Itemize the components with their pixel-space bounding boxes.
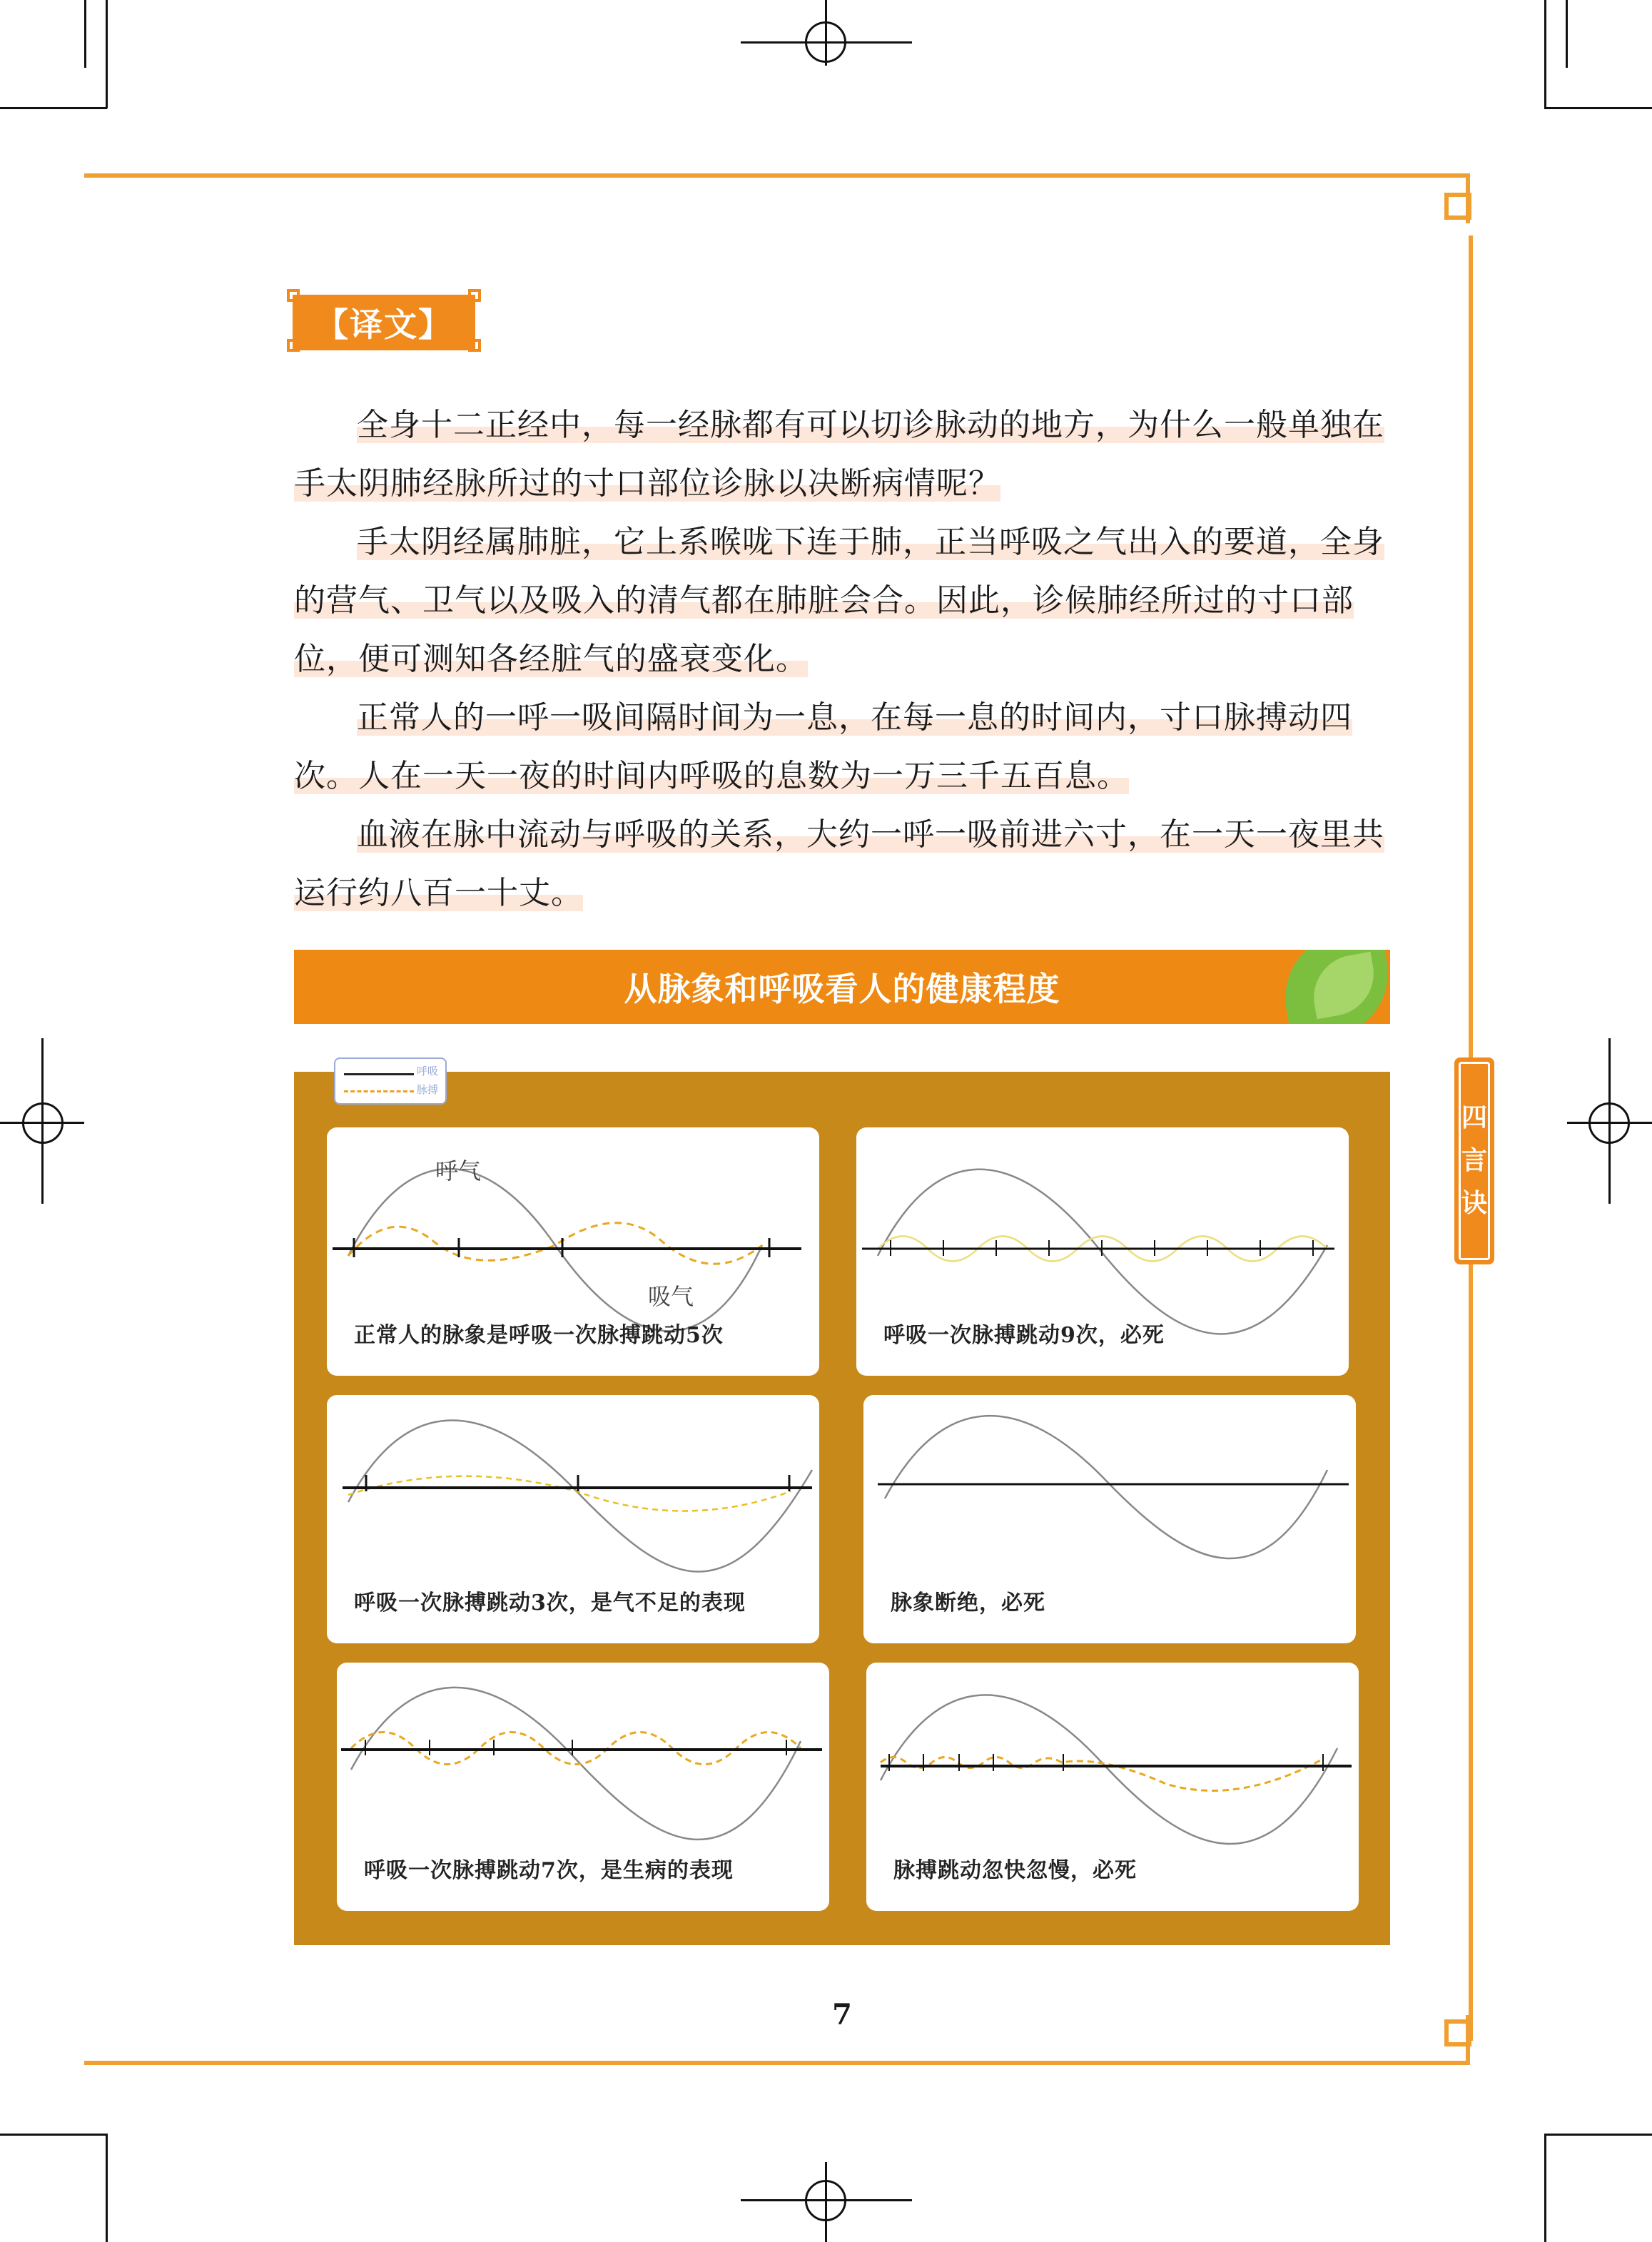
legend-breath-label: 呼吸 (417, 1065, 439, 1077)
card-caption: 呼吸一次脉搏跳动3次，是气不足的表现 (354, 1591, 746, 1615)
side-tab-char: 四 (1461, 1103, 1487, 1132)
crop-mark (1608, 1038, 1611, 1204)
banner-title: 从脉象和呼吸看人的健康程度 (624, 970, 1060, 1008)
diagram-card-normal (327, 1127, 819, 1376)
inhale-label: 吸气 (648, 1283, 694, 1310)
card-caption: 脉搏跳动忽快忽慢，必死 (893, 1858, 1137, 1883)
crop-mark (0, 107, 107, 109)
side-tab-char: 诀 (1461, 1189, 1487, 1218)
diagram-card-7-beats (337, 1663, 829, 1911)
diagram-card-pulse-absent (863, 1395, 1356, 1643)
translation-body (294, 396, 1393, 923)
side-tab-char: 言 (1461, 1146, 1487, 1175)
legend-pulse-line (344, 1090, 414, 1092)
crop-mark (106, 2134, 108, 2242)
diagram-card-3-beats (327, 1395, 819, 1643)
crop-mark (1544, 2134, 1546, 2242)
crop-mark (1544, 0, 1546, 108)
side-tab-label (1459, 1062, 1490, 1260)
legend-pulse-label: 脉搏 (417, 1083, 439, 1096)
crop-mark (1544, 107, 1652, 109)
crop-mark (1544, 2134, 1652, 2136)
diagram-card-9-beats (856, 1127, 1349, 1376)
crop-mark (825, 2162, 827, 2242)
paragraph (294, 806, 1393, 923)
crop-mark (106, 0, 108, 108)
legend (334, 1057, 447, 1105)
paragraph (294, 689, 1393, 806)
section-banner (294, 950, 1390, 1024)
page-number: 7 (832, 1998, 852, 2032)
paragraph-text: 正常人的一呼一吸间隔时间为一息，在每一息的时间内，寸口脉搏动四次。人在一天一夜的时间内呼吸的息数为一万三千五百息。 (294, 699, 1352, 794)
paragraph (294, 513, 1393, 689)
card-caption: 呼吸一次脉搏跳动9次，必死 (883, 1323, 1165, 1348)
diagram-card-irregular (866, 1663, 1359, 1911)
crop-mark (84, 0, 86, 68)
exhale-label: 呼气 (435, 1157, 482, 1185)
frame-corner-ornament (1444, 2019, 1471, 2046)
card-caption: 呼吸一次脉搏跳动7次，是生病的表现 (364, 1858, 734, 1883)
paragraph-text: 全身十二正经中，每一经脉都有可以切诊脉动的地方，为什么一般单独在手太阴肺经脉所过的寸口部位诊脉以决断病情呢？ (294, 407, 1384, 502)
section-heading-tag: 【译文】 (293, 295, 475, 350)
crop-mark (0, 2134, 107, 2136)
card-caption: 脉象断绝，必死 (891, 1591, 1045, 1615)
frame-bottom-border (84, 2061, 1447, 2065)
chapter-side-tab (1454, 1057, 1494, 1264)
legend-breath-line (344, 1073, 414, 1075)
paragraph-text: 血液在脉中流动与呼吸的关系，大约一呼一吸前进六寸，在一天一夜里共运行约八百一十丈。 (294, 816, 1384, 911)
crop-mark (825, 0, 827, 66)
frame-top-border (84, 173, 1447, 178)
paragraph-text: 手太阴经属肺脏，它上系喉咙下连于肺，正当呼吸之气出入的要道，全身的营气、卫气以及吸入的清气都在肺脏会合。因此，诊候肺经所过的寸口部位，便可测知各经脏气的盛衰变化。 (294, 524, 1384, 677)
crop-mark (41, 1038, 44, 1204)
frame-corner-ornament (1444, 193, 1471, 220)
crop-mark (1566, 0, 1568, 68)
paragraph (294, 396, 1393, 513)
card-caption: 正常人的脉象是呼吸一次脉搏跳动5次 (354, 1323, 724, 1348)
